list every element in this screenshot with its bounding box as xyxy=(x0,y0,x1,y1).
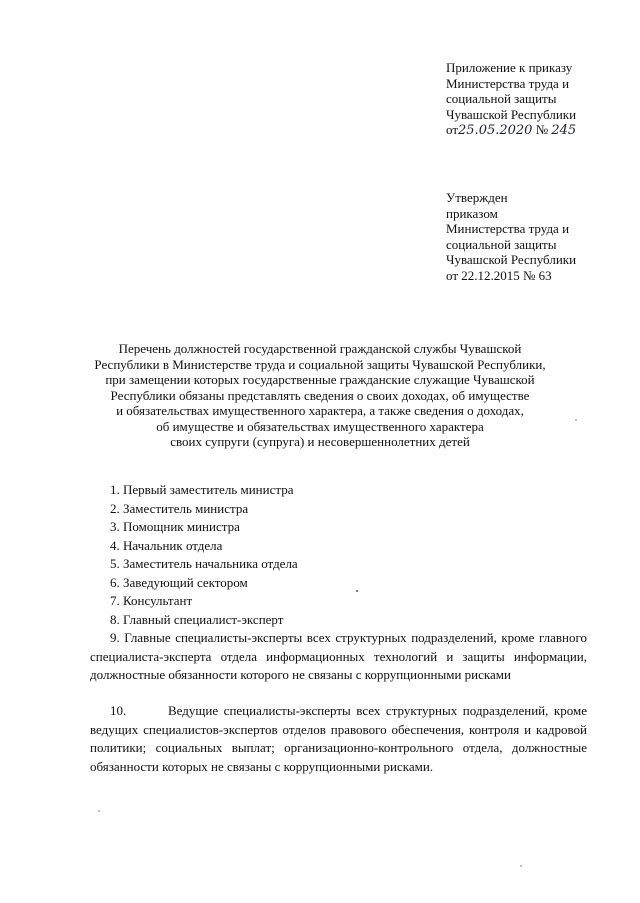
appendix-line-2: Министерства труда и xyxy=(446,75,570,91)
list-item: 6. Заведующий сектором xyxy=(110,574,248,590)
title-line: своих супруги (супруга) и несовершеннолетних детей xyxy=(170,434,470,449)
list-item: 8. Главный специалист-эксперт xyxy=(110,611,284,627)
list-item: 7. Консультант xyxy=(110,593,193,608)
appendix-number-label: № xyxy=(535,122,549,137)
approved-line-5: Чувашской Республики xyxy=(446,252,577,267)
approved-line-3: Министерства труда и xyxy=(446,221,570,236)
title-line: Республики обязаны представлять сведения о своих доходах, об имуществе xyxy=(110,387,530,403)
approved-line-1: Утвержден xyxy=(446,190,508,205)
approved-line-6: от 22.12.2015 № 63 xyxy=(446,267,552,283)
appendix-line-4: Чувашской Республики xyxy=(446,106,577,122)
list-item: 1. Первый заместитель министра xyxy=(110,482,294,497)
approved-line-4: социальной защиты xyxy=(446,236,557,252)
list-item: 4. Начальник отдела xyxy=(110,537,223,553)
list-item: 2. Заместитель министра xyxy=(110,500,249,516)
appendix-date-prefix: от xyxy=(446,122,459,137)
list-item-9-text: 9. Главные специалисты-эксперты всех структурных подразделений, кроме главного специалиста-эксперта отдела информационных технологий и защиты информации, должностные обязанности которого не связаны с коррупционными рисками xyxy=(90,630,587,682)
scan-speck xyxy=(98,810,100,812)
scan-speck xyxy=(520,865,522,867)
approved-line-2: приказом xyxy=(446,205,498,221)
list-item: 3. Помощник министра xyxy=(110,519,240,534)
title-line: и обязательствах имущественного характера, а также сведения о доходах, xyxy=(116,403,524,418)
appendix-line-1: Приложение к приказу xyxy=(446,60,573,75)
list-item: 5. Заместитель начальника отдела xyxy=(110,556,298,571)
title-line: при замещении которых государственные гражданские служащие Чувашской xyxy=(105,372,535,387)
list-item-10-text: Ведущие специалисты-эксперты всех структурных подразделений, кроме ведущих специалистов-экспертов отделов правового обеспечения, контроля и кадровой политики; социальных выплат; организационно-контрольного отдела, должностные обязанности которых не связаны с коррупционными рисками. xyxy=(90,703,587,774)
list-item-10-number: 10. xyxy=(110,703,127,718)
title-line: Перечень должностей государственной гражданской службы Чувашской xyxy=(118,341,522,356)
title-line: об имуществе и обязательствах имущественного характера xyxy=(156,418,484,434)
handwritten-number: 245 xyxy=(551,123,577,138)
scan-speck xyxy=(356,590,358,592)
handwritten-date: 25.05.2020 xyxy=(458,123,533,138)
appendix-line-3: социальной защиты xyxy=(446,91,557,106)
title-line: Республики в Министерстве труда и социальной защиты Чувашской Республики, xyxy=(94,356,546,372)
scan-speck xyxy=(575,419,577,421)
